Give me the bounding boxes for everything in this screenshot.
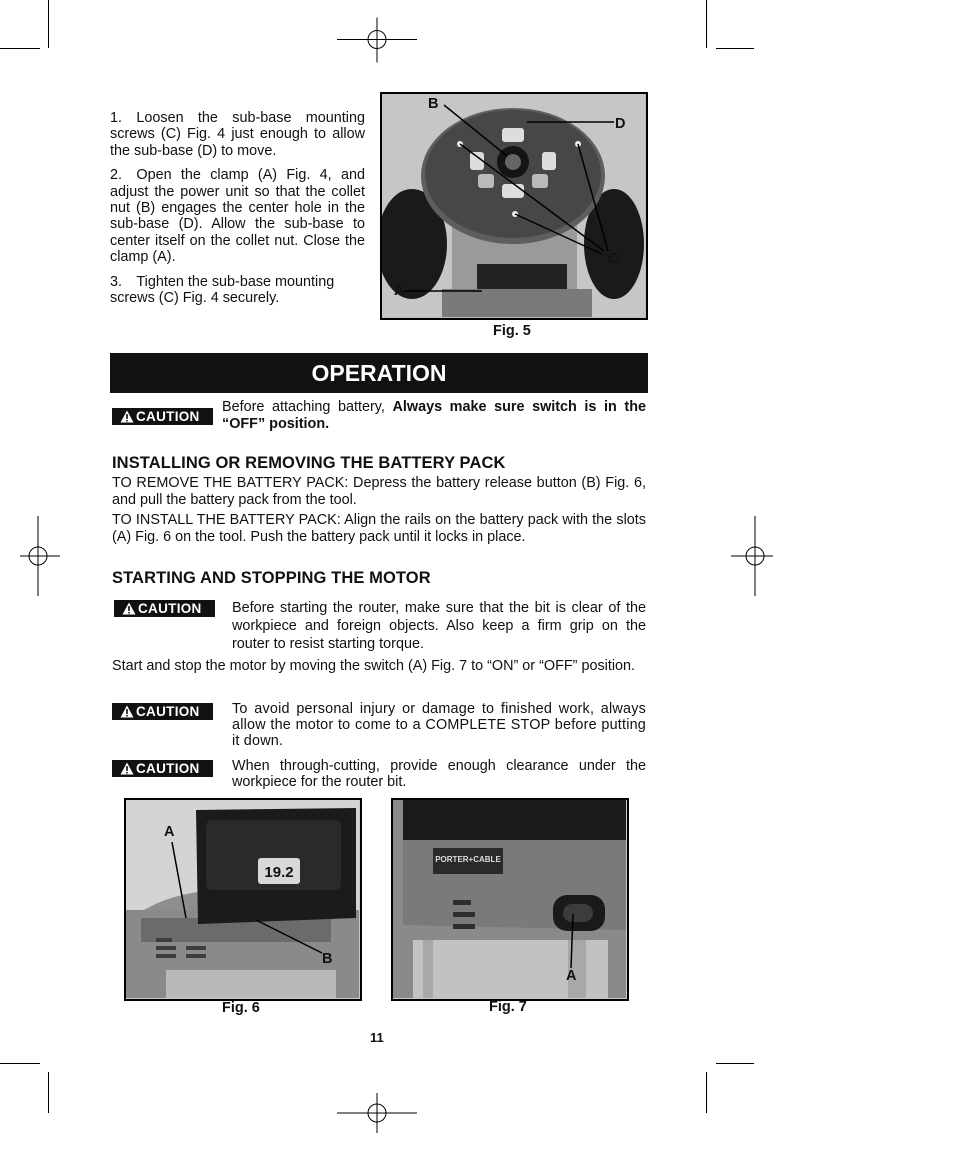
registration-mark-icon — [337, 0, 417, 80]
warning-icon — [120, 410, 134, 423]
battery-heading: INSTALLING OR REMOVING THE BATTERY PACK — [112, 454, 506, 472]
fig5-label-a: A — [394, 283, 405, 299]
step-3: 3. Tighten the sub-base mounting screws (C) Fig. 4 securely. — [110, 273, 335, 307]
fig5-label-b: B — [428, 96, 439, 112]
crop-mark — [48, 1072, 49, 1113]
fig6-image — [124, 798, 362, 1001]
warning-icon — [120, 705, 134, 718]
page-number: 11 — [370, 1030, 384, 1045]
caution-battery-emphasis: Always make sure switch is in the “OFF” position. — [222, 399, 646, 432]
crop-mark — [0, 48, 40, 49]
warning-icon — [122, 602, 136, 615]
battery-remove-text: TO REMOVE THE BATTERY PACK: Depress the battery release button (B) Fig. 6, and pull the battery pack from the tool. — [112, 475, 646, 508]
caution-badge — [114, 600, 215, 617]
fig5-label-d: D — [615, 116, 626, 132]
caution-badge — [112, 703, 213, 720]
start-stop-text: Start and stop the motor by moving the switch (A) Fig. 7 to “ON” or “OFF” position. — [112, 658, 636, 674]
caution-label: CAUTION — [138, 601, 202, 616]
caution-battery-text — [222, 399, 646, 433]
fig5-image — [380, 92, 648, 320]
battery-voltage-label: 19.2 — [264, 864, 294, 881]
router-switch-illustration — [393, 800, 626, 998]
operation-title: OPERATION — [311, 360, 447, 386]
warning-icon — [120, 762, 134, 775]
registration-mark-icon — [0, 516, 80, 596]
crop-mark — [716, 1063, 754, 1064]
step-1: 1. Loosen the sub-base mounting screws (C) Fig. 4 just enough to allow the sub-base (D) to move. — [110, 110, 365, 159]
fig7-label-a: A — [566, 968, 577, 984]
caution-complete-stop-text: To avoid personal injury or damage to finished work, always allow the motor to come to a COMPLETE STOP before putting it down. — [232, 701, 646, 749]
crop-mark — [706, 0, 707, 48]
caution-badge — [112, 408, 213, 425]
step-2: 2. Open the clamp (A) Fig. 4, and adjust the power unit so that the collet nut (B) engages the center hole in the sub-base (D). Allow the sub-base to center itself on the collet nut. Close the clamp (A). — [110, 167, 365, 266]
caution-label: CAUTION — [136, 704, 200, 719]
crop-mark — [716, 48, 754, 49]
crop-mark — [48, 0, 49, 48]
fig7-image — [391, 798, 629, 1001]
caution-label: CAUTION — [136, 761, 200, 776]
fig5-label-c: C — [608, 251, 619, 267]
brand-label: PORTER+CABLE — [435, 855, 501, 864]
caution-battery-lead: Before attaching battery, — [222, 399, 393, 415]
caution-clearance-text: When through-cutting, provide enough clearance under the workpiece for the router bit. — [232, 758, 646, 790]
caution-label: CAUTION — [136, 409, 200, 424]
fig6-label-a: A — [164, 824, 175, 840]
operation-banner — [110, 353, 648, 393]
caution-badge — [112, 760, 213, 777]
registration-mark-icon — [337, 1073, 417, 1153]
registration-mark-icon — [712, 516, 792, 596]
battery-pack-illustration — [126, 800, 359, 998]
router-sub-base-illustration — [382, 94, 645, 317]
sub-base-steps — [110, 110, 365, 314]
fig7-caption: Fig. 7 — [489, 999, 527, 1015]
battery-install-text: TO INSTALL THE BATTERY PACK: Align the rails on the battery pack with the slots (A) Fig. 6 on the tool. Push the battery pack until it locks in place. — [112, 512, 646, 545]
crop-mark — [0, 1063, 40, 1064]
fig6-label-b: B — [322, 951, 333, 967]
caution-bit-clear-text: Before starting the router, make sure that the bit is clear of the workpiece and foreign objects. Also keep a firm grip on the router to resist starting torque. — [232, 600, 646, 652]
motor-heading: STARTING AND STOPPING THE MOTOR — [112, 569, 431, 587]
fig5-caption: Fig. 5 — [493, 323, 531, 339]
crop-mark — [706, 1072, 707, 1113]
fig6-caption: Fig. 6 — [222, 1000, 260, 1016]
